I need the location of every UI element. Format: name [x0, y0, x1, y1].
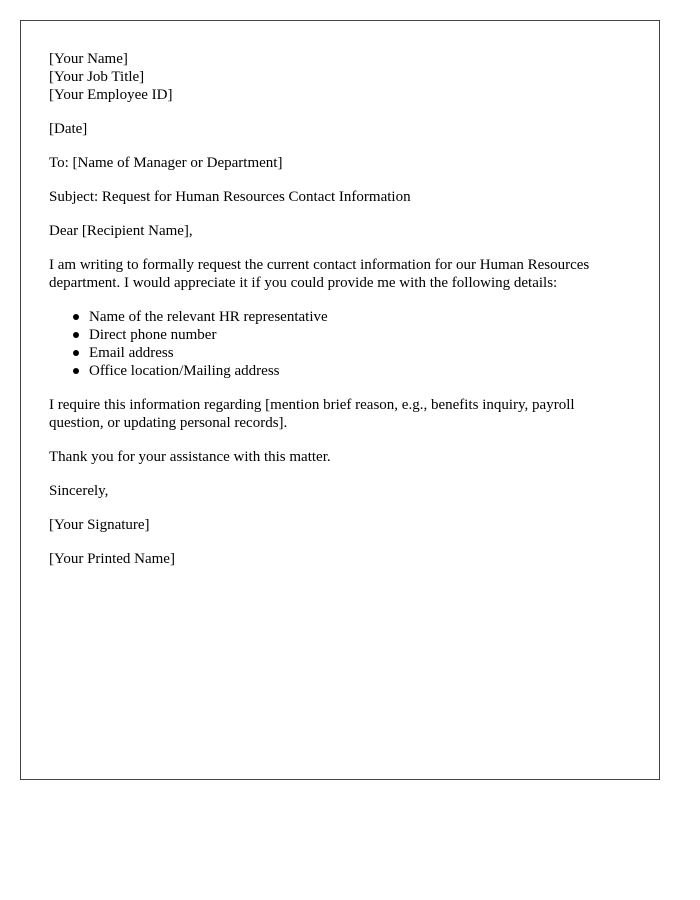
letter-body	[49, 50, 639, 584]
details-list	[49, 308, 639, 380]
reason-paragraph	[49, 396, 639, 432]
printed-name	[49, 550, 639, 568]
letter-date	[49, 120, 639, 138]
reason-line-2: question, or updating personal records].	[49, 415, 288, 431]
closing-text: Sincerely,	[49, 483, 109, 499]
bullet-icon	[73, 368, 79, 374]
closing	[49, 482, 639, 500]
subject-text: Subject: Request for Human Resources Contact Information	[49, 189, 411, 205]
to-text: To: [Name of Manager or Department]	[49, 155, 283, 171]
list-item-text: Email address	[89, 345, 174, 361]
date-text: [Date]	[49, 121, 88, 137]
thanks-paragraph	[49, 448, 639, 466]
salutation-text: Dear [Recipient Name],	[49, 223, 193, 239]
list-item-text: Direct phone number	[89, 327, 217, 343]
sender-block	[49, 50, 639, 104]
sender-employee-id: [Your Employee ID]	[49, 87, 173, 103]
thanks-text: Thank you for your assistance with this matter.	[49, 449, 331, 465]
list-item-text: Name of the relevant HR representative	[89, 309, 328, 325]
list-item	[89, 362, 639, 380]
sender-name: [Your Name]	[49, 51, 128, 67]
recipient-line	[49, 154, 639, 172]
list-item	[89, 326, 639, 344]
subject-line	[49, 188, 639, 206]
list-item	[89, 308, 639, 326]
letter-page	[20, 20, 660, 780]
list-item	[89, 344, 639, 362]
sender-job-title: [Your Job Title]	[49, 69, 145, 85]
signature-text: [Your Signature]	[49, 517, 150, 533]
list-item-text: Office location/Mailing address	[89, 363, 280, 379]
intro-paragraph	[49, 256, 639, 292]
intro-line-2: department. I would appreciate it if you could provide me with the following details:	[49, 275, 558, 291]
reason-line-1: I require this information regarding [mention brief reason, e.g., benefits inquiry, payroll	[49, 397, 575, 413]
signature	[49, 516, 639, 534]
bullet-icon	[73, 350, 79, 356]
bullet-icon	[73, 314, 79, 320]
bullet-icon	[73, 332, 79, 338]
salutation	[49, 222, 639, 240]
printed-name-text: [Your Printed Name]	[49, 551, 175, 567]
intro-line-1: I am writing to formally request the current contact information for our Human Resources	[49, 257, 590, 273]
